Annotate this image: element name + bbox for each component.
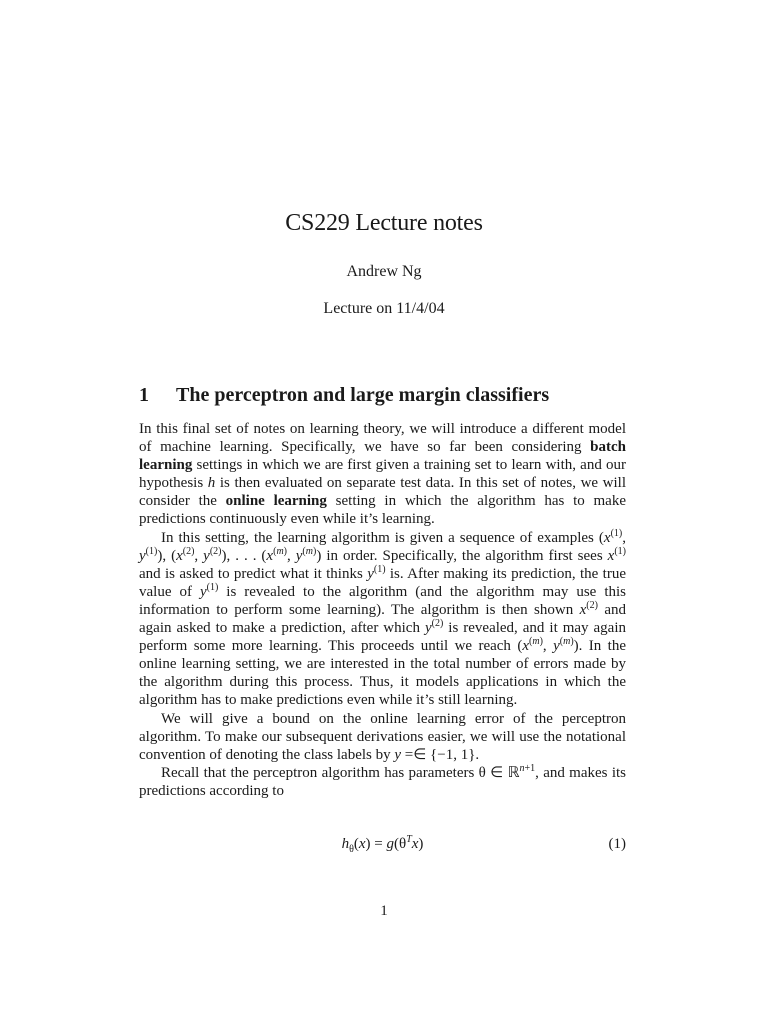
section-title: The perceptron and large margin classifiers (176, 384, 550, 406)
math-inline: $y^{(1)}$ (199, 581, 219, 600)
text-run: is. After making its prediction, the true value of (139, 565, 627, 600)
bold-term: online learning (225, 493, 327, 510)
body-text (139, 420, 626, 800)
math-inline: ($x^{(m)}$, $y^{(m)}$) (517, 636, 579, 655)
text-run: is revealed to the algorithm (and the algorithm may use this information to perform some learning). The algorithm is then shown (139, 583, 626, 618)
equation-number: (1) (608, 836, 626, 852)
text-run: , and makes its predictions according to (139, 764, 626, 799)
math-inline: $x^{(2)}$ (579, 599, 598, 618)
page-number: 1 (380, 903, 388, 919)
math-inline: θ ∈ ℝ$^{n+1}$ (478, 762, 536, 781)
text-run: in order. Specifically, the algorithm first sees (321, 547, 608, 564)
document-title: CS229 Lecture notes (285, 210, 483, 236)
text-run: In this final set of notes on learning theory, we will introduce a different model of machine learning. Specifically, we have so far been considering (139, 421, 626, 456)
text-run: and again asked to make a prediction, after which (139, 601, 626, 637)
text-run: . In the online learning setting, we are interested in the total number of errors made by the algorithm during this process. Thus, it models applications in which the algorithm has to make predictions even while it’s still learning. (139, 638, 626, 709)
math-inline: y =∈ {−1, 1} (394, 746, 476, 763)
math-inline: $y^{(2)}$ (424, 618, 444, 637)
math-inline: $y^{(1)}$ (367, 563, 386, 582)
paragraph-2 (139, 529, 626, 710)
section-heading (139, 382, 628, 408)
paragraph-3 (139, 710, 626, 764)
math-inline: $x^{(1)}$ (607, 545, 626, 564)
lecture-date: Lecture on 11/4/04 (323, 300, 445, 317)
author-name: Andrew Ng (346, 263, 422, 280)
math-inline: ($x^{(1)}$, $y^{(1)}$), ($x^{(2)}$, $y^{(2)}$), . . . ($x^{(m)}$, $y^{(m)}$) (139, 527, 626, 564)
text-run: Recall that the perceptron algorithm has parameters (161, 764, 479, 781)
text-run: setting in which the algorithm has to make predictions continuously even while it’s learning. (139, 493, 626, 528)
text-run: is then evaluated on separate test data. In this set of notes, we will consider the (139, 475, 626, 510)
bold-term: batch learning (139, 439, 626, 474)
text-run: and is asked to predict what it thinks (139, 565, 368, 582)
math-variable: h (207, 475, 216, 492)
paragraph-4 (139, 764, 626, 800)
text-run: settings in which we are first given a training set to learn with, and our hypothesis (139, 457, 626, 492)
text-run: is revealed, and it may again perform some more learning. This proceeds until we reach (139, 620, 626, 655)
paragraph-1 (139, 420, 626, 529)
text-run: In this setting, the learning algorithm is given a sequence of examples (161, 529, 599, 546)
equation-expression: $h_\theta(x) = g(\theta^Tx)$ (341, 834, 424, 855)
section-number: 1 (139, 384, 149, 406)
text-run: We will give a bound on the online learning error of the perceptron algorithm. To make our subsequent derivations easier, we will use the notational convention of denoting the class labels by (139, 710, 626, 763)
text-run: . (475, 746, 480, 763)
